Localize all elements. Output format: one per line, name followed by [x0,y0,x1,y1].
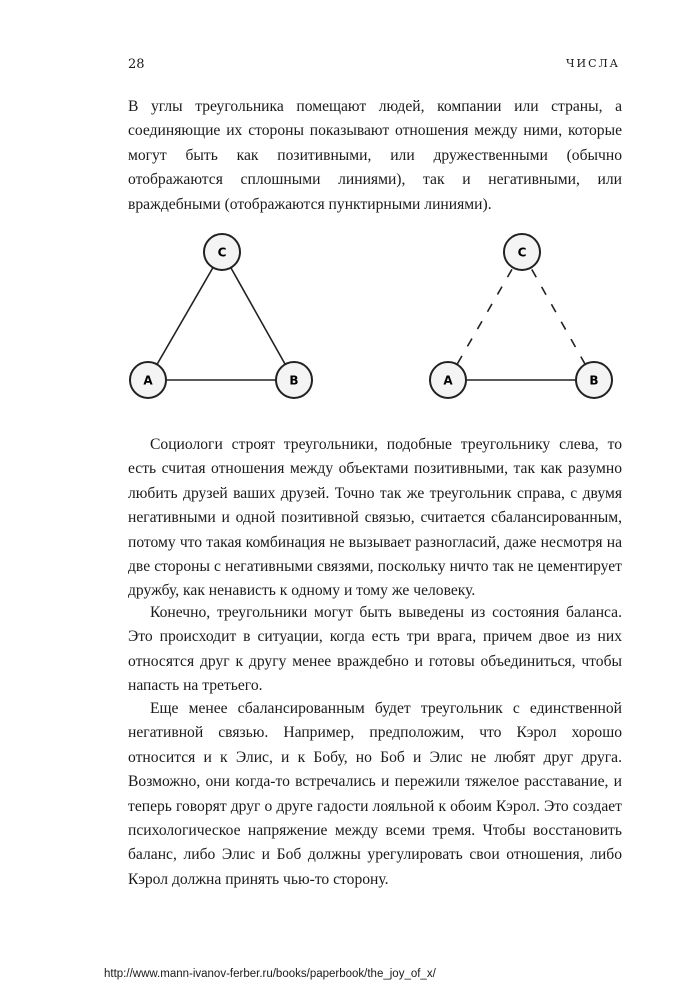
paragraph-2: Социологи строят треугольники, подобные треугольнику слева, то есть считая отношения между объектами позитивными, так как разумно любить друзей ваших друзей. Точно так же треугольник справа, с двумя негативными и одной позитивной связью, считается сбалансированным, потому что такая комбинация не вызывает разногласий, даже несмотря на две стороны с негативными связями, поскольку ничто так не цементирует дружбу, как ненависть к одному и тому же человеку. [128,436,622,600]
page-number: 28 [128,57,145,72]
node-a [130,362,166,398]
edge-c-b [522,252,594,380]
balanced-triangle-two-negative [418,232,618,412]
paragraph-3: Конечно, треугольники могут быть выведены из состояния баланса. Это происходит в ситуации, когда есть три врага, причем двое из них относятся друг к другу менее враждебно и готовы объединиться, чтобы напасть на третьего. [128,604,622,695]
node-c-label: C [217,245,227,260]
paragraph-1: В углы треугольника помещают людей, компании или страны, а соединяющие их стороны показывают отношения между ними, которые могут быть как позитивными, или дружественными (обычно отображаются сплошными линиями), так и негативными, или враждебными (отображаются пунктирными линиями). [128,98,622,213]
paragraph-4: Еще менее сбалансированным будет треугольник с единственной негативной связью. Например, предположим, что Кэрол хорошо относится и к Элис, и к Бобу, но Боб и Элис не любят друг друга. Возможно, они когда-то встречались и пережили тяжелое расставание, и теперь говорят друг о друге гадости лояльной к обоим Кэрол. Это создает психологическое напряжение между всеми тремя. Чтобы восстановить баланс, либо Элис и Боб должны урегулировать свои отношения, либо Кэрол должна принять чью-то сторону. [128,700,622,888]
running-head: ЧИСЛА [565,57,620,70]
balanced-triangle-all-positive [118,232,318,412]
node-b [276,362,312,398]
node-c [204,234,240,270]
node-a-label: A [443,373,453,388]
node-b [576,362,612,398]
node-b-label: B [589,373,599,388]
node-a-label: A [143,373,153,388]
node-a [430,362,466,398]
edge-c-a [148,252,222,380]
node-c-label: C [517,245,527,260]
edge-c-a [448,252,522,380]
edge-c-b [222,252,294,380]
node-b-label: B [289,373,299,388]
node-c [504,234,540,270]
footer-url-link[interactable]: http://www.mann-ivanov-ferber.ru/books/paperbook/the_joy_of_x/ [104,968,436,980]
